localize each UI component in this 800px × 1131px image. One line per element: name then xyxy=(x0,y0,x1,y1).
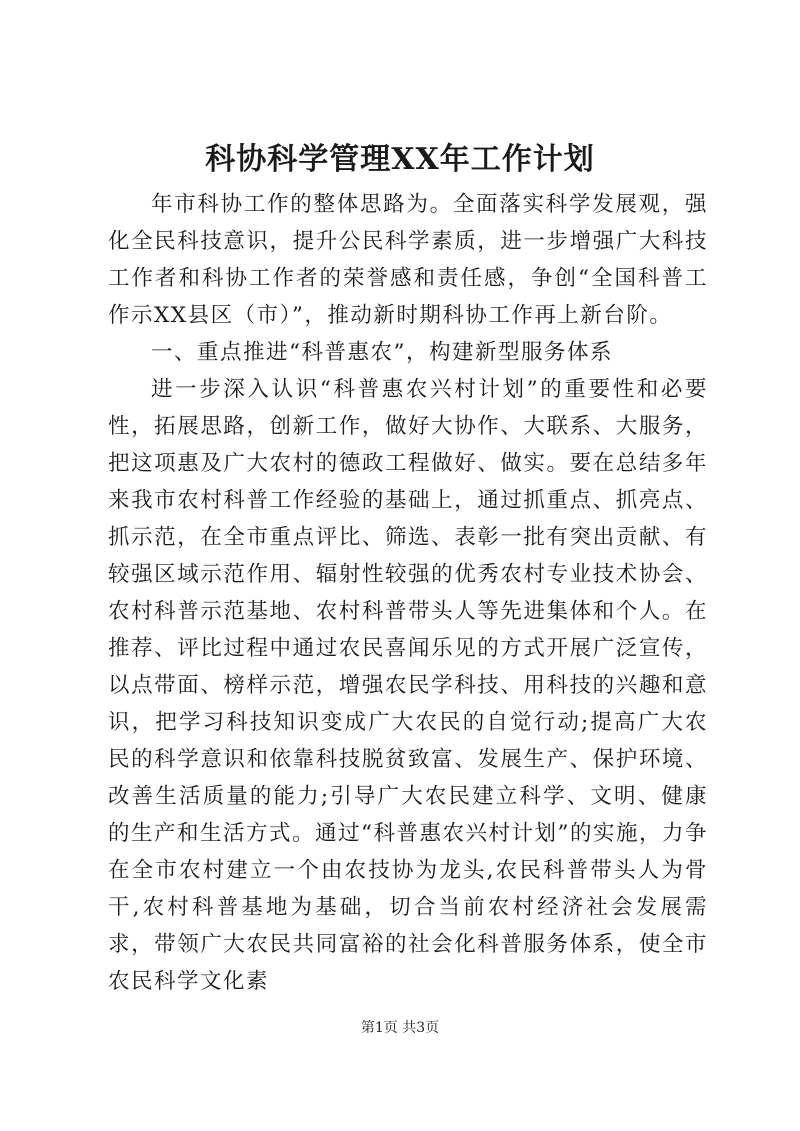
paragraph-section-one: 进一步深入认识“科普惠农兴村计划”的重要性和必要性，拓展思路，创新工作，做好大协作、大联系、大服务，把这项惠及广大农村的德政工程做好、做实。要在总结多年来我市农村科普工作经验的基础上，通过抓重点、抓亮点、抓示范，在全市重点评比、筛选、表彰一批有突出贡献、有较强区域示范作用、辐射性较强的优秀农村专业技术协会、农村科普示范基地、农村科普带头人等先进集体和个人。在推荐、评比过程中通过农民喜闻乐见的方式开展广泛宣传，以点带面、榜样示范，增强农民学科技、用科技的兴趣和意识，把学习科技知识变成广大农民的自觉行动;提高广大农民的科学意识和依靠科技脱贫致富、发展生产、保护环境、改善生活质量的能力;引导广大农民建立科学、文明、健康的生产和生活方式。通过“科普惠农兴村计划”的实施，力争在全市农村建立一个由农技协为龙头,农民科普带头人为骨干,农村科普基地为基础，切合当前农村经济社会发展需求，带领广大农民共同富裕的社会化科普服务体系，使全市农民科学文化素 xyxy=(108,377,708,994)
document-body xyxy=(108,186,708,1000)
paragraph-intro: 年市科协工作的整体思路为。全面落实科学发展观，强化全民科技意识，提升公民科学素质，进一步增强广大科技工作者和科协工作者的荣誉感和责任感，争创“全国科普工作示XX县区（市）”，推动新时期科协工作再上新台阶。 xyxy=(108,192,708,328)
page-title: 科协科学管理XX年工作计划 xyxy=(205,142,595,177)
section-heading: 一、重点推进“科普惠农”，构建新型服务体系 xyxy=(151,340,613,365)
page-footer: 第1页 共3页 xyxy=(360,1020,440,1036)
